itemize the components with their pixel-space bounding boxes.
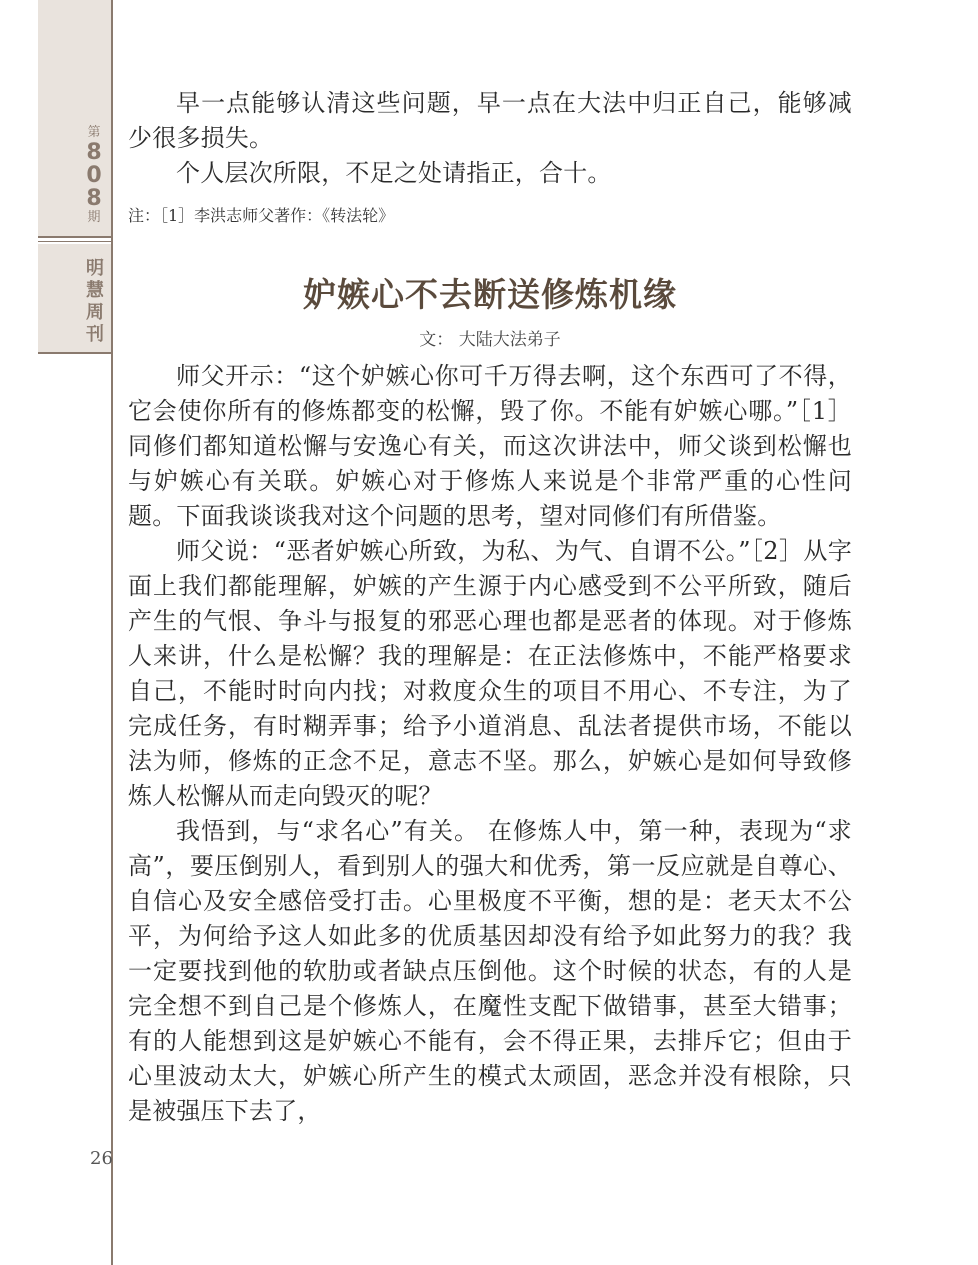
article-paragraph: 师父开示：“这个妒嫉心你可千万得去啊，这个东西可了不得，它会使你所有的修炼都变的松懈，毁了你。不能有妒嫉心哪。”［1］同修们都知道松懈与安逸心有关，而这次讲法中，师父谈到松懈也与妒嫉心有关联。妒嫉心对于修炼人来说是个非常严重的心性问题。下面我谈谈我对这个问题的思考，望对同修们有所借鉴。 [128, 362, 852, 530]
article-paragraph: 师父说：“恶者妒嫉心所致，为私、为气、自谓不公。”［2］从字面上我们都能理解，妒嫉的产生源于内心感受到不公平所致，随后产生的气恨、争斗与报复的邪恶心理也都是恶者的体现。对于修炼人来讲，什么是松懈？我的理解是：在正法修炼中，不能严格要求自己，不能时时向内找；对救度众生的项目不用心、不专注，为了完成任务，有时糊弄事；给予小道消息、乱法者提供市场，不能以法为师，修炼的正念不足，意志不坚。那么，妒嫉心是如何导致修炼人松懈从而走向毁灭的呢？ [128, 537, 852, 810]
magazine-name [80, 258, 110, 346]
issue-suffix: 期 [87, 210, 101, 225]
footnote: 注：［1］李洪志师父著作：《转法轮》 [128, 206, 395, 225]
issue-prefix: 第 [87, 125, 101, 140]
article-title: 妒嫉心不去断送修炼机缘 [303, 275, 677, 314]
magazine-char: 周 [86, 302, 104, 323]
prev-article-paragraph: 个人层次所限，不足之处请指正，合十。 [176, 159, 612, 187]
magazine-char: 明 [86, 258, 104, 279]
magazine-char: 刊 [86, 324, 104, 345]
prev-article-paragraph: 早一点能够认清这些问题，早一点在大法中归正自己，能够减少很多损失。 [128, 89, 852, 152]
article-author: 文： 大陆大法弟子 [419, 330, 561, 350]
margin-rule [111, 0, 113, 1265]
issue-digit: 8 [86, 140, 102, 165]
issue-number [80, 125, 108, 226]
issue-digit: 0 [86, 163, 102, 188]
issue-digit: 8 [86, 186, 102, 211]
article-paragraph: 我悟到，与“求名心”有关。 在修炼人中，第一种，表现为“求高”，要压倒别人，看到别人的强大和优秀，第一反应就是自尊心、自信心及安全感倍受打击。心里极度不平衡，想的是：老天太不公平，为何给予这人如此多的优质基因却没有给予如此努力的我？我一定要找到他的软肋或者缺点压倒他。这个时候的状态，有的人是完全想不到自己是个修炼人，在魔性支配下做错事，甚至大错事；有的人能想到这是妒嫉心不能有，会不得正果，去排斥它；但由于心里波动太大，妒嫉心所产生的模式太顽固，恶念并没有根除，只是被强压下去了， [128, 817, 852, 1125]
page-number: 26 [90, 1148, 113, 1169]
magazine-char: 慧 [86, 280, 104, 301]
page-content [128, 86, 852, 1129]
